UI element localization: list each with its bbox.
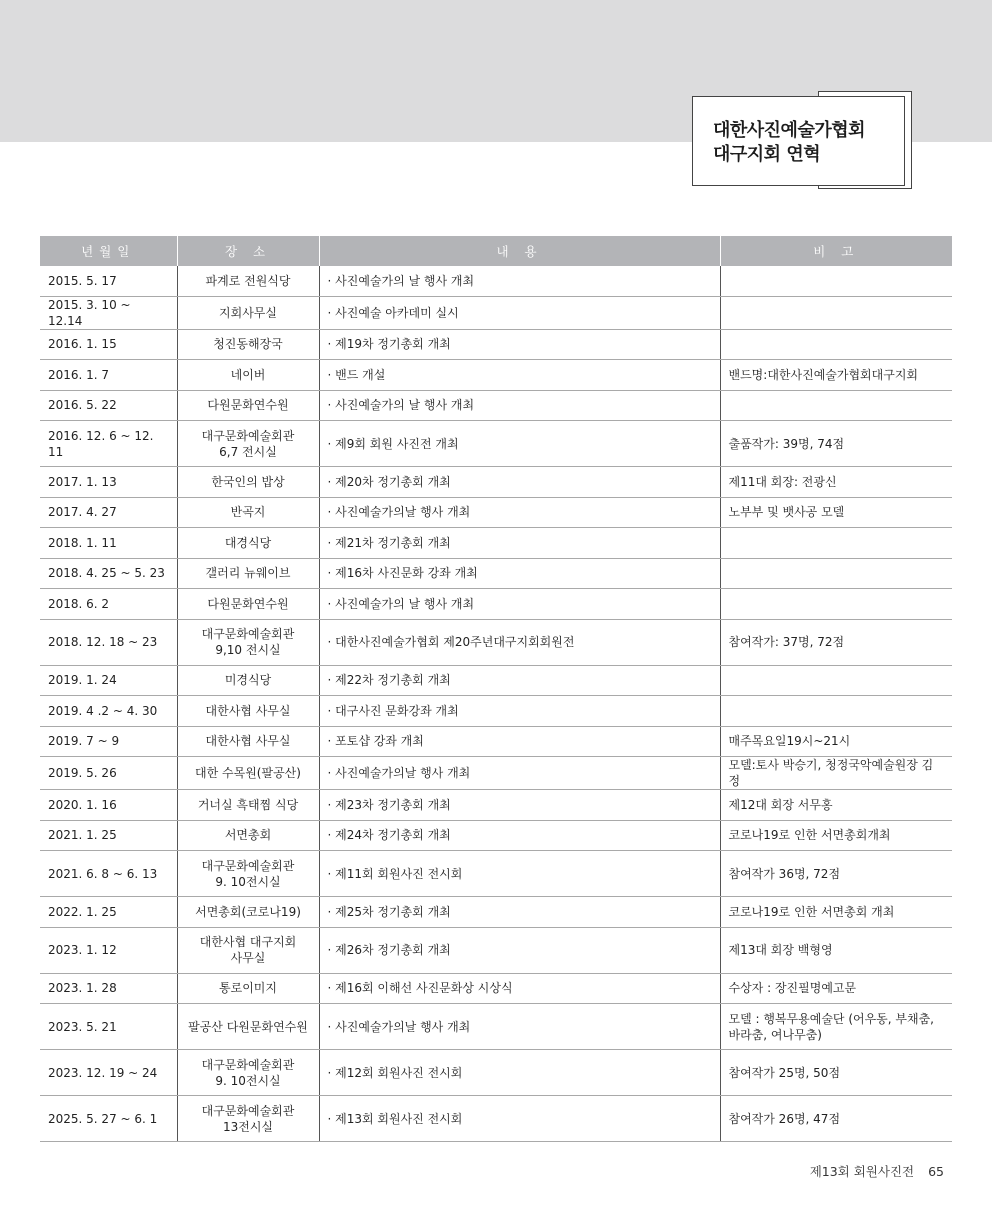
- cell-content: [319, 1004, 720, 1050]
- table-row: [40, 589, 952, 620]
- cell-note: [720, 467, 952, 498]
- cell-place: [177, 390, 319, 421]
- cell-note: [720, 973, 952, 1004]
- content-text: · 제12회 회원사진 전시회: [327, 1065, 463, 1080]
- cell-content: [319, 528, 720, 559]
- cell-note: [720, 665, 952, 696]
- table-row: [40, 421, 952, 467]
- note-text: 출품작가: 39명, 74점: [728, 436, 845, 451]
- content-text: · 사진예술가의날 행사 개최: [327, 766, 471, 780]
- cell-place: [177, 851, 319, 897]
- cell-content: [319, 360, 720, 391]
- date-text: 2016. 5. 22: [48, 398, 117, 413]
- content-text: · 제25차 정기총회 개최: [327, 904, 451, 919]
- place-text: 대한사협 대구지회: [199, 935, 297, 949]
- table-row: [40, 619, 952, 665]
- cell-date: [40, 589, 177, 620]
- cell-note: [720, 897, 952, 928]
- table-row: [40, 726, 952, 757]
- place-text: 대구문화예술회관: [201, 627, 295, 641]
- cell-place: [177, 757, 319, 790]
- place-text: 대구문화예술회관: [201, 1103, 295, 1118]
- place-text: 대구문화예술회관: [201, 428, 295, 443]
- table-row: [40, 266, 952, 296]
- table-row: [40, 851, 952, 897]
- place-text: 대구문화예술회관: [201, 1057, 295, 1072]
- date-text: 2016. 12. 6 ~ 12. 11: [48, 428, 154, 459]
- cell-note: [720, 589, 952, 620]
- cell-content: [319, 696, 720, 727]
- content-text: · 사진예술 아카데미 실시: [327, 305, 459, 320]
- note-text: 참여작가: 37명, 72점: [728, 635, 845, 649]
- cell-note: [720, 851, 952, 897]
- date-text: 2016. 1. 7: [48, 367, 110, 382]
- table-row: [40, 1004, 952, 1050]
- place-text: 대구문화예술회관: [201, 858, 295, 873]
- cell-place: [177, 897, 319, 928]
- cell-date: [40, 696, 177, 727]
- note-text: 밴드명:대한사진예술가협회대구지회: [728, 367, 919, 382]
- table-row: [40, 820, 952, 851]
- date-text: 2023. 12. 19 ~ 24: [48, 1065, 158, 1080]
- content-text: · 밴드 개설: [327, 367, 386, 382]
- table-row: [40, 927, 952, 973]
- cell-date: [40, 851, 177, 897]
- page-footer: [810, 1162, 944, 1180]
- cell-content: [319, 558, 720, 589]
- place-text: 통로이미지: [219, 981, 277, 996]
- place-text: 6,7 전시실: [219, 444, 277, 459]
- table-row: [40, 790, 952, 821]
- cell-place: [177, 820, 319, 851]
- cell-date: [40, 528, 177, 559]
- cell-note: [720, 360, 952, 391]
- cell-date: [40, 421, 177, 467]
- date-text: 2015. 3. 10 ~ 12.14: [48, 297, 131, 328]
- footer-label: 제13회 회원사진전: [809, 1164, 915, 1179]
- date-text: 2019. 4 .2 ~ 4. 30: [48, 703, 158, 718]
- content-text: · 제24차 정기총회 개최: [327, 828, 451, 843]
- cell-content: [319, 973, 720, 1004]
- cell-note: [720, 820, 952, 851]
- cell-content: [319, 927, 720, 973]
- content-text: · 사진예술가의 날 행사 개최: [327, 596, 475, 611]
- cell-note: [720, 757, 952, 790]
- content-text: · 제20차 정기총회 개최: [327, 474, 451, 489]
- content-text: · 사진예술가의날 행사 개최: [327, 1019, 471, 1034]
- table-row: [40, 360, 952, 391]
- cell-content: [319, 589, 720, 620]
- place-text: 지회사무실: [219, 305, 277, 320]
- table-row: [40, 558, 952, 589]
- note-text: 코로나19로 인한 서면총회개최: [728, 828, 891, 843]
- cell-content: [319, 897, 720, 928]
- page-title-line-2: 대구지회 연혁: [713, 144, 821, 165]
- cell-content: [319, 619, 720, 665]
- cell-place: [177, 973, 319, 1004]
- place-text: 다원문화연수원: [207, 398, 289, 413]
- note-text: 코로나19로 인한 서면총회 개최: [728, 904, 895, 919]
- table-row: [40, 757, 952, 790]
- table-row: [40, 329, 952, 360]
- cell-content: [319, 790, 720, 821]
- cell-date: [40, 897, 177, 928]
- note-text: 모델 : 행복무용예술단 (어우동, 부채춤,: [728, 1011, 934, 1026]
- cell-note: [720, 329, 952, 360]
- cell-place: [177, 360, 319, 391]
- cell-content: [319, 421, 720, 467]
- cell-place: [177, 619, 319, 665]
- cell-date: [40, 665, 177, 696]
- table-row: [40, 528, 952, 559]
- place-text: 서면총회(코로나19): [195, 904, 301, 919]
- place-text: 미경식당: [224, 673, 272, 688]
- table-row: [40, 897, 952, 928]
- date-text: 2017. 4. 27: [48, 505, 117, 520]
- cell-date: [40, 497, 177, 528]
- content-text: · 제19차 정기총회 개최: [327, 337, 451, 352]
- cell-note: [720, 390, 952, 421]
- cell-date: [40, 390, 177, 421]
- cell-note: [720, 696, 952, 727]
- header-place: 장 소: [177, 236, 319, 266]
- cell-content: [319, 757, 720, 790]
- cell-place: [177, 1096, 319, 1142]
- cell-date: [40, 360, 177, 391]
- content-text: · 제16차 사진문화 강좌 개최: [327, 566, 478, 581]
- table-row: [40, 390, 952, 421]
- cell-date: [40, 1004, 177, 1050]
- content-text: · 사진예술가의 날 행사 개최: [327, 398, 475, 413]
- note-text: 제11대 회장: 전광신: [728, 474, 837, 489]
- note-text: 제13대 회장 백형영: [728, 943, 833, 957]
- note-text: 제12대 회장 서무홍: [728, 797, 833, 812]
- cell-place: [177, 329, 319, 360]
- place-text: 네이버: [230, 367, 266, 382]
- place-text: 9. 10전시실: [215, 874, 281, 889]
- cell-place: [177, 790, 319, 821]
- date-text: 2019. 5. 26: [48, 766, 117, 780]
- cell-content: [319, 1096, 720, 1142]
- place-text: 9,10 전시실: [215, 643, 281, 657]
- date-text: 2018. 6. 2: [48, 596, 110, 611]
- place-text: 대한사협 사무실: [205, 734, 291, 749]
- content-text: · 포토샵 강좌 개최: [327, 734, 424, 749]
- place-text: 대경식당: [224, 535, 272, 550]
- table-row: [40, 467, 952, 498]
- place-text: 대한 수목원(팔공산): [195, 766, 301, 780]
- table-row: [40, 497, 952, 528]
- cell-note: [720, 726, 952, 757]
- header-date: 년월일: [40, 236, 177, 266]
- date-text: 2022. 1. 25: [48, 904, 117, 919]
- cell-place: [177, 696, 319, 727]
- header-content: 내 용: [319, 236, 720, 266]
- note-text: 참여작가 36명, 72점: [728, 866, 841, 881]
- cell-content: [319, 851, 720, 897]
- content-text: · 대한사진예술가협회 제20주년대구지회회원전: [327, 635, 575, 649]
- place-text: 청진동해장국: [213, 337, 283, 352]
- date-text: 2020. 1. 16: [48, 797, 117, 812]
- date-text: 2017. 1. 13: [48, 474, 117, 489]
- date-text: 2021. 1. 25: [48, 828, 117, 843]
- table-row: [40, 665, 952, 696]
- place-text: 팔공산 다원문화연수원: [188, 1019, 308, 1034]
- place-text: 사무실: [230, 951, 266, 965]
- table-header-row: [40, 236, 952, 266]
- content-text: · 제23차 정기총회 개최: [327, 797, 451, 812]
- table-row: [40, 973, 952, 1004]
- cell-date: [40, 619, 177, 665]
- cell-content: [319, 266, 720, 296]
- cell-note: [720, 266, 952, 296]
- cell-content: [319, 329, 720, 360]
- header-note: 비 고: [720, 236, 952, 266]
- content-text: · 제22차 정기총회 개최: [327, 673, 451, 688]
- content-text: · 제13회 회원사진 전시회: [327, 1111, 463, 1126]
- place-text: 한국인의 밥상: [211, 474, 285, 489]
- cell-note: [720, 497, 952, 528]
- date-text: 2021. 6. 8 ~ 6. 13: [48, 866, 158, 881]
- cell-content: [319, 467, 720, 498]
- place-text: 거너실 흑태찜 식당: [197, 797, 299, 812]
- cell-content: [319, 390, 720, 421]
- note-text: 참여작가 25명, 50점: [728, 1065, 841, 1080]
- cell-place: [177, 726, 319, 757]
- cell-content: [319, 726, 720, 757]
- cell-content: [319, 1050, 720, 1096]
- cell-note: [720, 1050, 952, 1096]
- date-text: 2023. 1. 28: [48, 981, 117, 996]
- cell-place: [177, 927, 319, 973]
- cell-place: [177, 497, 319, 528]
- content-text: · 제26차 정기총회 개최: [327, 943, 451, 957]
- note-text: 매주목요일19시~21시: [728, 734, 851, 749]
- content-text: · 제9회 회원 사진전 개최: [327, 436, 459, 451]
- date-text: 2018. 1. 11: [48, 535, 117, 550]
- cell-note: [720, 296, 952, 329]
- cell-note: [720, 528, 952, 559]
- cell-date: [40, 927, 177, 973]
- note-text: 바라춤, 여나무춤): [728, 1027, 822, 1042]
- note-text: 수상자 : 장진필명예고문: [728, 981, 857, 996]
- content-text: · 제21차 정기총회 개최: [327, 535, 451, 550]
- note-text: 참여작가 26명, 47점: [728, 1111, 841, 1126]
- place-text: 갤러리 뉴웨이브: [205, 566, 291, 581]
- cell-date: [40, 973, 177, 1004]
- cell-content: [319, 665, 720, 696]
- table-row: [40, 1096, 952, 1142]
- page-title-line-1: 대한사진예술가협회: [713, 120, 865, 141]
- content-text: · 사진예술가의날 행사 개최: [327, 505, 471, 520]
- cell-place: [177, 665, 319, 696]
- date-text: 2018. 4. 25 ~ 5. 23: [48, 566, 165, 581]
- place-text: 9. 10전시실: [215, 1073, 281, 1088]
- cell-date: [40, 820, 177, 851]
- cell-date: [40, 329, 177, 360]
- table-row: [40, 696, 952, 727]
- history-table: [40, 236, 952, 1142]
- content-text: · 제16회 이해선 사진문화상 시상식: [327, 981, 513, 996]
- date-text: 2019. 7 ~ 9: [48, 734, 120, 749]
- place-text: 파계로 전원식당: [205, 273, 291, 288]
- cell-note: [720, 1004, 952, 1050]
- place-text: 서면총회: [224, 828, 272, 843]
- cell-date: [40, 467, 177, 498]
- cell-date: [40, 1096, 177, 1142]
- note-text: 노부부 및 뱃사공 모델: [728, 505, 845, 520]
- cell-date: [40, 1050, 177, 1096]
- cell-place: [177, 266, 319, 296]
- cell-note: [720, 790, 952, 821]
- cell-content: [319, 820, 720, 851]
- cell-date: [40, 296, 177, 329]
- cell-place: [177, 1050, 319, 1096]
- cell-date: [40, 558, 177, 589]
- page-number: 65: [928, 1164, 944, 1179]
- date-text: 2016. 1. 15: [48, 337, 117, 352]
- cell-note: [720, 1096, 952, 1142]
- cell-place: [177, 528, 319, 559]
- cell-place: [177, 589, 319, 620]
- date-text: 2019. 1. 24: [48, 673, 117, 688]
- date-text: 2023. 1. 12: [48, 943, 117, 957]
- cell-place: [177, 296, 319, 329]
- table-row: [40, 296, 952, 329]
- place-text: 13전시실: [222, 1119, 274, 1134]
- title-box: [692, 96, 905, 186]
- table-row: [40, 1050, 952, 1096]
- date-text: 2023. 5. 21: [48, 1019, 117, 1034]
- content-text: · 사진예술가의 날 행사 개최: [327, 273, 475, 288]
- cell-note: [720, 927, 952, 973]
- cell-date: [40, 757, 177, 790]
- place-text: 대한사협 사무실: [205, 703, 291, 718]
- cell-place: [177, 1004, 319, 1050]
- note-text: 모델:토사 박승기, 청정국악예술원장 김정: [728, 758, 934, 788]
- cell-date: [40, 266, 177, 296]
- cell-date: [40, 790, 177, 821]
- cell-place: [177, 558, 319, 589]
- cell-place: [177, 421, 319, 467]
- place-text: 반곡지: [230, 505, 266, 520]
- cell-place: [177, 467, 319, 498]
- cell-note: [720, 558, 952, 589]
- cell-date: [40, 726, 177, 757]
- cell-note: [720, 619, 952, 665]
- content-text: · 제11회 회원사진 전시회: [327, 866, 463, 881]
- cell-content: [319, 296, 720, 329]
- content-text: · 대구사진 문화강좌 개최: [327, 703, 459, 718]
- cell-content: [319, 497, 720, 528]
- date-text: 2015. 5. 17: [48, 273, 117, 288]
- place-text: 다원문화연수원: [207, 596, 289, 611]
- date-text: 2018. 12. 18 ~ 23: [48, 635, 158, 649]
- date-text: 2025. 5. 27 ~ 6. 1: [48, 1111, 158, 1126]
- cell-note: [720, 421, 952, 467]
